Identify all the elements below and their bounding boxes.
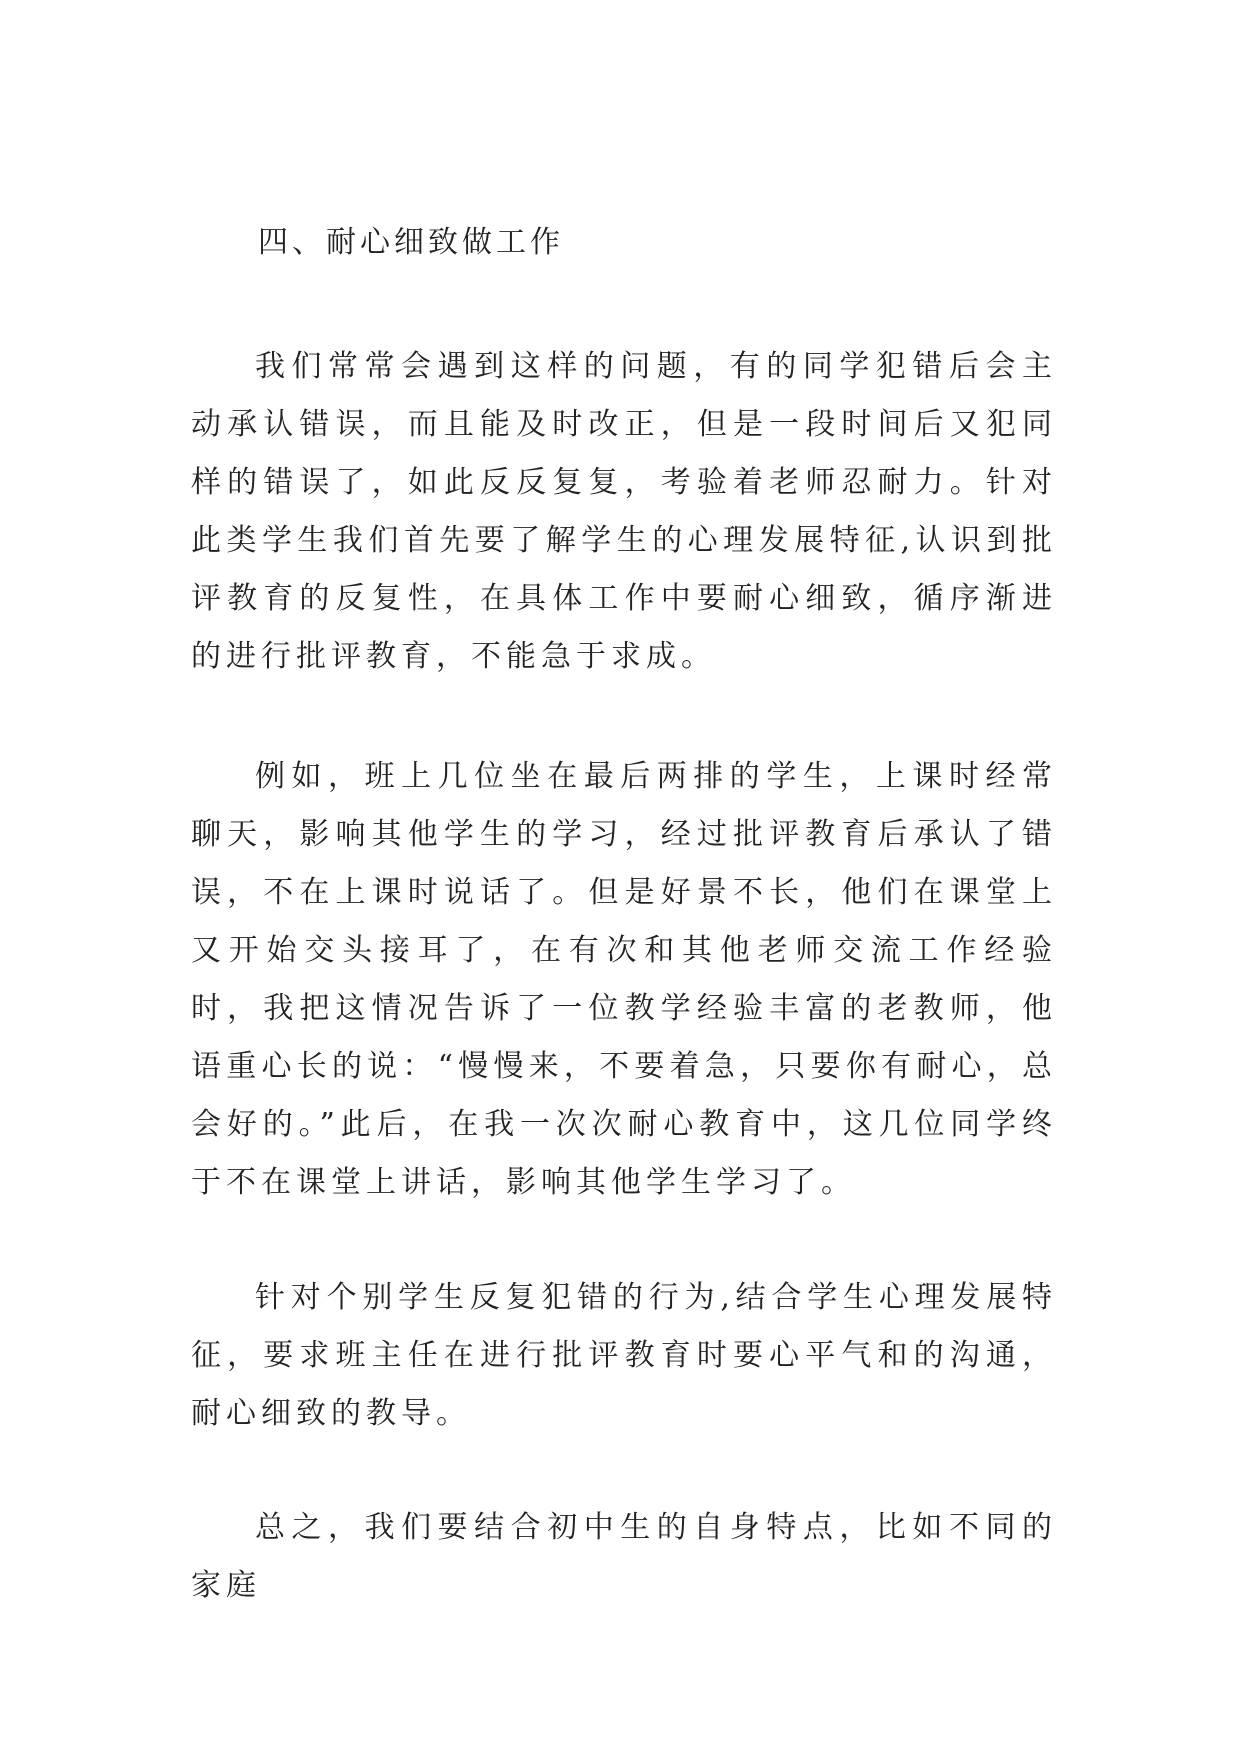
- paragraph-3: 针对个别学生反复犯错的行为,结合学生心理发展特征，要求班主任在进行批评教育时要心平气和的沟通，耐心细致的教导。: [191, 1280, 1057, 1431]
- paragraph-2: 例如，班上几位坐在最后两排的学生，上课时经常聊天，影响其他学生的学习，经过批评教育后承认了错误，不在上课时说话了。但是好景不长，他们在课堂上又开始交头接耳了，在有次和其他老师交流工作经验时，我把这情况告诉了一位教学经验丰富的老教师，他语重心长的说：“慢慢来，不要着急，只要你有耐心，总会好的。”此后，在我一次次耐心教育中，这几位同学终于不在课堂上讲话，影响其他学生学习了。: [191, 759, 1057, 1200]
- paragraph-4: 总之，我们要结合初中生的自身特点，比如不同的家庭: [191, 1510, 1057, 1603]
- paragraph-1: 我们常常会遇到这样的问题，有的同学犯错后会主动承认错误，而且能及时改正，但是一段时间后又犯同样的错误了，如此反反复复，考验着老师忍耐力。针对此类学生我们首先要了解学生的心理发展特征,认识到批评教育的反复性，在具体工作中要耐心细致，循序渐进的进行批评教育，不能急于求成。: [191, 349, 1057, 674]
- section-heading: 四、耐心细致做工作: [258, 225, 564, 260]
